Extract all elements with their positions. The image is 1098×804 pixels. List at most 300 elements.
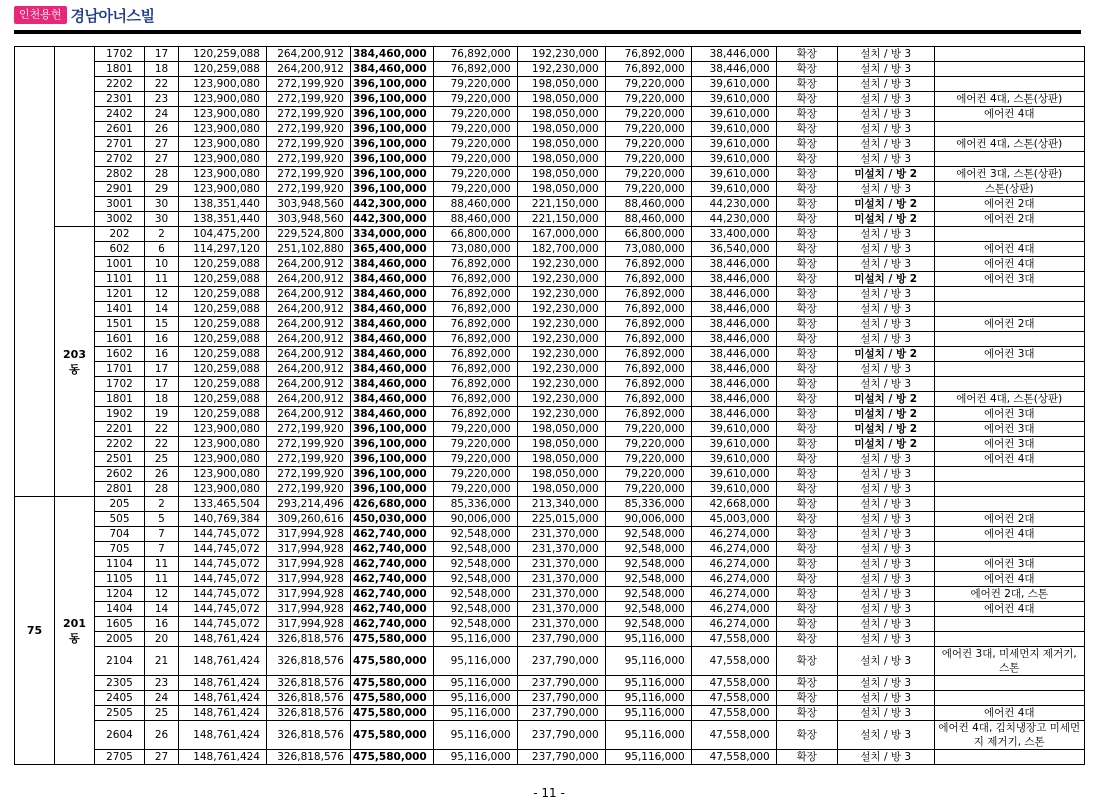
contract-deposit-cell: 92,548,000 [433, 527, 517, 542]
option-rooms-cell: 미설치 / 방 2 [837, 437, 934, 452]
deposit-10pct-cell: 39,610,000 [691, 167, 776, 182]
option-rooms-cell: 설치 / 방 3 [837, 452, 934, 467]
contract-deposit-cell: 92,548,000 [433, 617, 517, 632]
balance-cell: 76,892,000 [605, 332, 691, 347]
building-price-cell: 272,199,920 [267, 167, 351, 182]
interim-payment-cell: 198,050,000 [517, 152, 605, 167]
expansion-cell: 확장 [776, 242, 837, 257]
interim-payment-cell: 225,015,000 [517, 512, 605, 527]
interim-payment-cell: 198,050,000 [517, 182, 605, 197]
deposit-10pct-cell: 38,446,000 [691, 257, 776, 272]
contract-deposit-cell: 79,220,000 [433, 107, 517, 122]
unit-cell: 2301 [95, 92, 145, 107]
remarks-cell [934, 691, 1084, 706]
floor-cell: 11 [145, 272, 179, 287]
building-price-cell: 326,818,576 [267, 676, 351, 691]
total-price-cell: 475,580,000 [351, 721, 434, 750]
option-rooms-cell: 설치 / 방 3 [837, 721, 934, 750]
interim-payment-cell: 231,370,000 [517, 602, 605, 617]
deposit-10pct-cell: 38,446,000 [691, 347, 776, 362]
land-price-cell: 144,745,072 [179, 602, 267, 617]
floor-cell: 27 [145, 137, 179, 152]
balance-cell: 92,548,000 [605, 557, 691, 572]
unit-cell: 1401 [95, 302, 145, 317]
land-price-cell: 120,259,088 [179, 47, 267, 62]
expansion-cell: 확장 [776, 587, 837, 602]
unit-cell: 1702 [95, 47, 145, 62]
expansion-cell: 확장 [776, 392, 837, 407]
total-price-cell: 462,740,000 [351, 557, 434, 572]
building-price-cell: 317,994,928 [267, 542, 351, 557]
contract-deposit-cell: 76,892,000 [433, 347, 517, 362]
table-row [15, 422, 1085, 437]
building-price-cell: 229,524,800 [267, 227, 351, 242]
balance-cell: 95,116,000 [605, 750, 691, 765]
unit-cell: 2702 [95, 152, 145, 167]
expansion-cell: 확장 [776, 362, 837, 377]
table-row [15, 152, 1085, 167]
table-row [15, 676, 1085, 691]
land-price-cell: 148,761,424 [179, 706, 267, 721]
land-price-cell: 120,259,088 [179, 347, 267, 362]
deposit-10pct-cell: 39,610,000 [691, 467, 776, 482]
remarks-cell: 에어컨 4대, 김치냉장고 미세먼지 제거기, 스톤 [934, 721, 1084, 750]
option-rooms-cell: 설치 / 방 3 [837, 467, 934, 482]
expansion-cell: 확장 [776, 197, 837, 212]
deposit-10pct-cell: 47,558,000 [691, 676, 776, 691]
deposit-10pct-cell: 39,610,000 [691, 92, 776, 107]
deposit-10pct-cell: 46,274,000 [691, 542, 776, 557]
building-price-cell: 272,199,920 [267, 422, 351, 437]
unit-cell: 1101 [95, 272, 145, 287]
building-price-cell: 317,994,928 [267, 557, 351, 572]
building-price-cell: 264,200,912 [267, 392, 351, 407]
unit-cell: 2801 [95, 482, 145, 497]
option-rooms-cell: 설치 / 방 3 [837, 332, 934, 347]
option-rooms-cell: 설치 / 방 3 [837, 617, 934, 632]
deposit-10pct-cell: 38,446,000 [691, 392, 776, 407]
building-price-cell: 272,199,920 [267, 77, 351, 92]
option-rooms-cell: 설치 / 방 3 [837, 512, 934, 527]
deposit-10pct-cell: 38,446,000 [691, 377, 776, 392]
option-rooms-cell: 설치 / 방 3 [837, 572, 934, 587]
building-price-cell: 264,200,912 [267, 407, 351, 422]
total-price-cell: 396,100,000 [351, 422, 434, 437]
remarks-cell [934, 47, 1084, 62]
contract-deposit-cell: 76,892,000 [433, 317, 517, 332]
remarks-cell: 에어컨 2대 [934, 197, 1084, 212]
table-row [15, 227, 1085, 242]
interim-payment-cell: 231,370,000 [517, 617, 605, 632]
deposit-10pct-cell: 38,446,000 [691, 317, 776, 332]
floor-cell: 23 [145, 676, 179, 691]
floor-cell: 17 [145, 362, 179, 377]
remarks-cell [934, 482, 1084, 497]
remarks-cell [934, 77, 1084, 92]
total-price-cell: 475,580,000 [351, 750, 434, 765]
total-price-cell: 384,460,000 [351, 272, 434, 287]
area-type-cell [15, 47, 55, 497]
total-price-cell: 396,100,000 [351, 482, 434, 497]
interim-payment-cell: 192,230,000 [517, 407, 605, 422]
remarks-cell [934, 676, 1084, 691]
expansion-cell: 확장 [776, 302, 837, 317]
table-row [15, 647, 1085, 676]
balance-cell: 79,220,000 [605, 437, 691, 452]
building-price-cell: 264,200,912 [267, 317, 351, 332]
remarks-cell [934, 302, 1084, 317]
option-rooms-cell: 미설치 / 방 2 [837, 422, 934, 437]
balance-cell: 76,892,000 [605, 47, 691, 62]
deposit-10pct-cell: 39,610,000 [691, 122, 776, 137]
option-rooms-cell: 설치 / 방 3 [837, 92, 934, 107]
interim-payment-cell: 237,790,000 [517, 647, 605, 676]
land-price-cell: 123,900,080 [179, 152, 267, 167]
unit-cell: 602 [95, 242, 145, 257]
unit-cell: 1105 [95, 572, 145, 587]
table-row [15, 257, 1085, 272]
land-price-cell: 114,297,120 [179, 242, 267, 257]
land-price-cell: 140,769,384 [179, 512, 267, 527]
area-type-cell: 75 [15, 497, 55, 765]
expansion-cell: 확장 [776, 437, 837, 452]
unit-cell: 1001 [95, 257, 145, 272]
total-price-cell: 462,740,000 [351, 602, 434, 617]
contract-deposit-cell: 79,220,000 [433, 167, 517, 182]
table-row [15, 392, 1085, 407]
building-price-cell: 303,948,560 [267, 197, 351, 212]
unit-cell: 705 [95, 542, 145, 557]
contract-deposit-cell: 76,892,000 [433, 392, 517, 407]
remarks-cell [934, 332, 1084, 347]
total-price-cell: 396,100,000 [351, 137, 434, 152]
unit-cell: 1801 [95, 62, 145, 77]
land-price-cell: 120,259,088 [179, 377, 267, 392]
option-rooms-cell: 설치 / 방 3 [837, 602, 934, 617]
interim-payment-cell: 198,050,000 [517, 137, 605, 152]
table-row [15, 377, 1085, 392]
remarks-cell [934, 287, 1084, 302]
option-rooms-cell: 설치 / 방 3 [837, 676, 934, 691]
contract-deposit-cell: 92,548,000 [433, 557, 517, 572]
page-number: - 11 - [533, 786, 565, 800]
table-row [15, 62, 1085, 77]
option-rooms-cell: 설치 / 방 3 [837, 497, 934, 512]
floor-cell: 26 [145, 467, 179, 482]
deposit-10pct-cell: 39,610,000 [691, 437, 776, 452]
expansion-cell: 확장 [776, 512, 837, 527]
land-price-cell: 120,259,088 [179, 362, 267, 377]
balance-cell: 90,006,000 [605, 512, 691, 527]
building-price-cell: 264,200,912 [267, 272, 351, 287]
land-price-cell: 123,900,080 [179, 167, 267, 182]
remarks-cell: 에어컨 4대, 스톤(상판) [934, 92, 1084, 107]
table-row [15, 452, 1085, 467]
interim-payment-cell: 198,050,000 [517, 92, 605, 107]
building-price-cell: 293,214,496 [267, 497, 351, 512]
unit-cell: 1601 [95, 332, 145, 347]
interim-payment-cell: 198,050,000 [517, 77, 605, 92]
unit-price-table [14, 46, 1085, 765]
deposit-10pct-cell: 45,003,000 [691, 512, 776, 527]
total-price-cell: 334,000,000 [351, 227, 434, 242]
land-price-cell: 123,900,080 [179, 92, 267, 107]
land-price-cell: 123,900,080 [179, 452, 267, 467]
option-rooms-cell: 미설치 / 방 2 [837, 407, 934, 422]
contract-deposit-cell: 76,892,000 [433, 272, 517, 287]
table-row [15, 467, 1085, 482]
land-price-cell: 123,900,080 [179, 467, 267, 482]
expansion-cell: 확장 [776, 227, 837, 242]
land-price-cell: 120,259,088 [179, 317, 267, 332]
unit-cell: 1902 [95, 407, 145, 422]
floor-cell: 24 [145, 107, 179, 122]
total-price-cell: 396,100,000 [351, 167, 434, 182]
option-rooms-cell: 설치 / 방 3 [837, 257, 934, 272]
unit-cell: 2402 [95, 107, 145, 122]
floor-cell: 7 [145, 542, 179, 557]
balance-cell: 95,116,000 [605, 706, 691, 721]
interim-payment-cell: 198,050,000 [517, 452, 605, 467]
expansion-cell: 확장 [776, 691, 837, 706]
deposit-10pct-cell: 42,668,000 [691, 497, 776, 512]
interim-payment-cell: 237,790,000 [517, 706, 605, 721]
option-rooms-cell: 설치 / 방 3 [837, 750, 934, 765]
balance-cell: 92,548,000 [605, 527, 691, 542]
remarks-cell: 에어컨 3대, 스톤(상판) [934, 167, 1084, 182]
floor-cell: 25 [145, 452, 179, 467]
deposit-10pct-cell: 38,446,000 [691, 47, 776, 62]
floor-cell: 30 [145, 197, 179, 212]
floor-cell: 19 [145, 407, 179, 422]
land-price-cell: 123,900,080 [179, 182, 267, 197]
unit-cell: 2202 [95, 77, 145, 92]
expansion-cell: 확장 [776, 750, 837, 765]
expansion-cell: 확장 [776, 272, 837, 287]
contract-deposit-cell: 79,220,000 [433, 122, 517, 137]
balance-cell: 76,892,000 [605, 302, 691, 317]
interim-payment-cell: 192,230,000 [517, 257, 605, 272]
remarks-cell: 에어컨 4대 [934, 257, 1084, 272]
contract-deposit-cell: 95,116,000 [433, 691, 517, 706]
expansion-cell: 확장 [776, 347, 837, 362]
option-rooms-cell: 미설치 / 방 2 [837, 197, 934, 212]
total-price-cell: 462,740,000 [351, 572, 434, 587]
balance-cell: 73,080,000 [605, 242, 691, 257]
interim-payment-cell: 192,230,000 [517, 392, 605, 407]
total-price-cell: 396,100,000 [351, 122, 434, 137]
interim-payment-cell: 237,790,000 [517, 750, 605, 765]
building-price-cell: 326,818,576 [267, 632, 351, 647]
total-price-cell: 384,460,000 [351, 362, 434, 377]
building-price-cell: 264,200,912 [267, 332, 351, 347]
dong-cell [55, 47, 95, 227]
deposit-10pct-cell: 46,274,000 [691, 527, 776, 542]
balance-cell: 92,548,000 [605, 617, 691, 632]
contract-deposit-cell: 76,892,000 [433, 47, 517, 62]
floor-cell: 27 [145, 750, 179, 765]
contract-deposit-cell: 79,220,000 [433, 437, 517, 452]
floor-cell: 26 [145, 721, 179, 750]
unit-cell: 1602 [95, 347, 145, 362]
deposit-10pct-cell: 33,400,000 [691, 227, 776, 242]
interim-payment-cell: 231,370,000 [517, 587, 605, 602]
remarks-cell [934, 152, 1084, 167]
interim-payment-cell: 198,050,000 [517, 167, 605, 182]
interim-payment-cell: 221,150,000 [517, 197, 605, 212]
building-price-cell: 303,948,560 [267, 212, 351, 227]
building-price-cell: 264,200,912 [267, 47, 351, 62]
balance-cell: 76,892,000 [605, 377, 691, 392]
unit-cell: 2701 [95, 137, 145, 152]
total-price-cell: 462,740,000 [351, 587, 434, 602]
total-price-cell: 396,100,000 [351, 77, 434, 92]
expansion-cell: 확장 [776, 167, 837, 182]
table-row [15, 362, 1085, 377]
floor-cell: 11 [145, 557, 179, 572]
remarks-cell: 에어컨 3대 [934, 422, 1084, 437]
remarks-cell: 에어컨 4대 [934, 572, 1084, 587]
contract-deposit-cell: 79,220,000 [433, 92, 517, 107]
land-price-cell: 144,745,072 [179, 557, 267, 572]
expansion-cell: 확장 [776, 706, 837, 721]
interim-payment-cell: 192,230,000 [517, 272, 605, 287]
unit-cell: 704 [95, 527, 145, 542]
option-rooms-cell: 설치 / 방 3 [837, 632, 934, 647]
land-price-cell: 123,900,080 [179, 437, 267, 452]
building-price-cell: 251,102,880 [267, 242, 351, 257]
land-price-cell: 120,259,088 [179, 257, 267, 272]
building-price-cell: 272,199,920 [267, 152, 351, 167]
option-rooms-cell: 설치 / 방 3 [837, 227, 934, 242]
expansion-cell: 확장 [776, 152, 837, 167]
total-price-cell: 442,300,000 [351, 197, 434, 212]
land-price-cell: 120,259,088 [179, 392, 267, 407]
deposit-10pct-cell: 47,558,000 [691, 750, 776, 765]
dong-cell: 203 동 [55, 227, 95, 497]
table-row [15, 437, 1085, 452]
option-rooms-cell: 설치 / 방 3 [837, 557, 934, 572]
interim-payment-cell: 192,230,000 [517, 302, 605, 317]
total-price-cell: 384,460,000 [351, 287, 434, 302]
interim-payment-cell: 192,230,000 [517, 347, 605, 362]
floor-cell: 22 [145, 422, 179, 437]
unit-cell: 2601 [95, 122, 145, 137]
contract-deposit-cell: 79,220,000 [433, 422, 517, 437]
deposit-10pct-cell: 38,446,000 [691, 362, 776, 377]
expansion-cell: 확장 [776, 287, 837, 302]
expansion-cell: 확장 [776, 557, 837, 572]
floor-cell: 5 [145, 512, 179, 527]
balance-cell: 95,116,000 [605, 647, 691, 676]
table-row [15, 332, 1085, 347]
total-price-cell: 396,100,000 [351, 182, 434, 197]
table-row [15, 182, 1085, 197]
total-price-cell: 475,580,000 [351, 691, 434, 706]
expansion-cell: 확장 [776, 92, 837, 107]
table-row [15, 92, 1085, 107]
table-row [15, 691, 1085, 706]
total-price-cell: 426,680,000 [351, 497, 434, 512]
expansion-cell: 확장 [776, 212, 837, 227]
unit-cell: 1701 [95, 362, 145, 377]
contract-deposit-cell: 76,892,000 [433, 302, 517, 317]
table-row [15, 197, 1085, 212]
building-price-cell: 264,200,912 [267, 257, 351, 272]
balance-cell: 92,548,000 [605, 572, 691, 587]
unit-cell: 505 [95, 512, 145, 527]
expansion-cell: 확장 [776, 422, 837, 437]
total-price-cell: 462,740,000 [351, 617, 434, 632]
remarks-cell [934, 497, 1084, 512]
unit-cell: 2201 [95, 422, 145, 437]
balance-cell: 76,892,000 [605, 272, 691, 287]
remarks-cell: 에어컨 3대 [934, 272, 1084, 287]
expansion-cell: 확장 [776, 617, 837, 632]
contract-deposit-cell: 76,892,000 [433, 362, 517, 377]
remarks-cell: 에어컨 3대 [934, 437, 1084, 452]
unit-cell: 2604 [95, 721, 145, 750]
remarks-cell: 에어컨 3대 [934, 407, 1084, 422]
option-rooms-cell: 설치 / 방 3 [837, 62, 934, 77]
remarks-cell [934, 377, 1084, 392]
interim-payment-cell: 192,230,000 [517, 332, 605, 347]
building-price-cell: 309,260,616 [267, 512, 351, 527]
contract-deposit-cell: 88,460,000 [433, 212, 517, 227]
floor-cell: 7 [145, 527, 179, 542]
interim-payment-cell: 237,790,000 [517, 721, 605, 750]
remarks-cell: 에어컨 2대 [934, 512, 1084, 527]
floor-cell: 16 [145, 332, 179, 347]
land-price-cell: 123,900,080 [179, 137, 267, 152]
deposit-10pct-cell: 38,446,000 [691, 332, 776, 347]
remarks-cell: 에어컨 4대 [934, 242, 1084, 257]
contract-deposit-cell: 95,116,000 [433, 676, 517, 691]
floor-cell: 22 [145, 77, 179, 92]
table-row [15, 587, 1085, 602]
table-row [15, 632, 1085, 647]
remarks-cell [934, 617, 1084, 632]
interim-payment-cell: 192,230,000 [517, 287, 605, 302]
total-price-cell: 384,460,000 [351, 257, 434, 272]
floor-cell: 11 [145, 572, 179, 587]
building-price-cell: 272,199,920 [267, 92, 351, 107]
balance-cell: 76,892,000 [605, 362, 691, 377]
balance-cell: 95,116,000 [605, 632, 691, 647]
deposit-10pct-cell: 46,274,000 [691, 557, 776, 572]
contract-deposit-cell: 76,892,000 [433, 377, 517, 392]
remarks-cell [934, 632, 1084, 647]
deposit-10pct-cell: 39,610,000 [691, 107, 776, 122]
balance-cell: 79,220,000 [605, 482, 691, 497]
contract-deposit-cell: 92,548,000 [433, 572, 517, 587]
land-price-cell: 104,475,200 [179, 227, 267, 242]
expansion-cell: 확장 [776, 317, 837, 332]
remarks-cell: 에어컨 4대 [934, 107, 1084, 122]
expansion-cell: 확장 [776, 676, 837, 691]
contract-deposit-cell: 92,548,000 [433, 587, 517, 602]
unit-cell: 1104 [95, 557, 145, 572]
contract-deposit-cell: 76,892,000 [433, 257, 517, 272]
floor-cell: 21 [145, 647, 179, 676]
floor-cell: 27 [145, 152, 179, 167]
dong-cell: 201 동 [55, 497, 95, 765]
contract-deposit-cell: 95,116,000 [433, 647, 517, 676]
building-price-cell: 264,200,912 [267, 347, 351, 362]
floor-cell: 29 [145, 182, 179, 197]
table-row [15, 557, 1085, 572]
floor-cell: 28 [145, 482, 179, 497]
